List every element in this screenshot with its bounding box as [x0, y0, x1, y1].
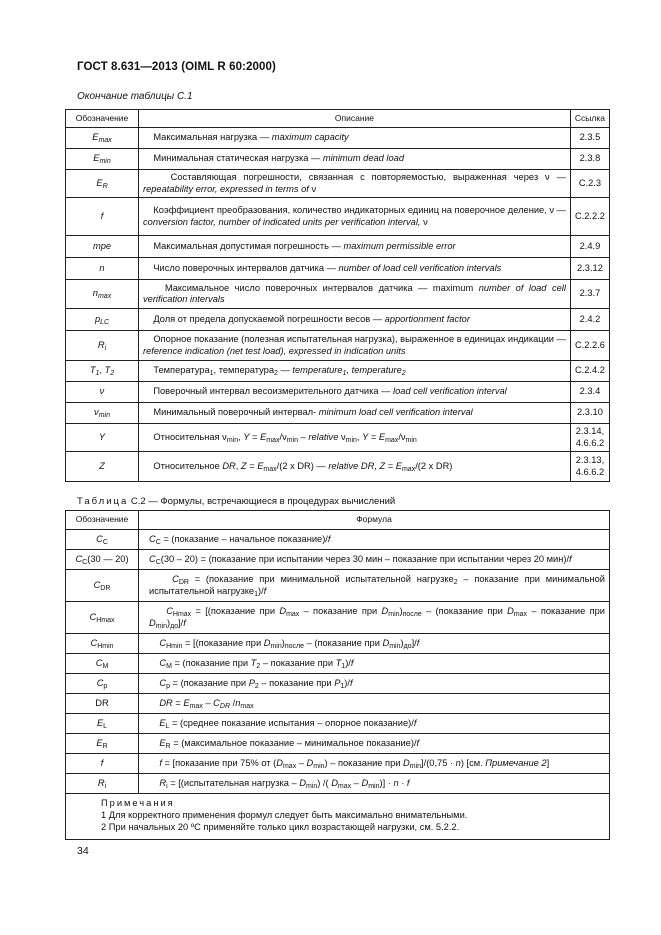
reference-cell: 2.3.8: [570, 149, 609, 170]
table-row: [66, 198, 610, 236]
table-row: [66, 634, 610, 654]
description-cell: Коэффициент преобразования, количество индикаторных единиц на поверочное деление, ν — conversion factor, number of indicated units per verification interval, ν: [139, 198, 571, 236]
table1-header-description: Описание: [139, 110, 571, 128]
formula-cell: $C_C(30 - 20)$ = (показание при испытании через 30 мин – показание при испытании через 20 мин)/f: [139, 550, 610, 570]
reference-cell: C.2.2.2: [570, 198, 609, 236]
table2-caption: Таблица С.2 — Формулы, встречающиеся в процедурах вычислений: [77, 496, 396, 507]
reference-cell: 2.3.10: [570, 403, 609, 424]
table-row: [66, 714, 610, 734]
formula-cell: $C_p$ = (показание при $P_2$ – показание при $P_1)/f$: [139, 674, 610, 694]
table-row: [66, 236, 610, 258]
table1: [65, 109, 610, 482]
symbol-cell: $E_{max}$: [66, 128, 139, 149]
table-row: [66, 774, 610, 794]
description-cell: Минимальная статическая нагрузка — minimum dead load: [139, 149, 571, 170]
table1-header-symbol: Обозначение: [66, 110, 139, 128]
notes-cell: [66, 794, 610, 840]
table-row: [66, 674, 610, 694]
table-row: [66, 170, 610, 198]
table-row: [66, 128, 610, 149]
symbol-cell: $C_{Hmax}$: [66, 602, 139, 634]
description-cell: Максимальная допустимая погрешность — maximum permissible error: [139, 236, 571, 258]
note-item: 2 При начальных 20 ºС применяйте только цикл возрастающей нагрузки, см. 5.2.2.: [101, 822, 460, 832]
symbol-cell: $C_C(30$ — 20): [66, 550, 139, 570]
reference-cell: C.2.2.6: [570, 331, 609, 361]
table-row: [66, 754, 610, 774]
symbol-cell: Z: [66, 452, 139, 482]
description-cell: Число поверочных интервалов датчика — number of load cell verification intervals: [139, 258, 571, 280]
table-row: [66, 602, 610, 634]
symbol-cell: ν: [66, 382, 139, 403]
reference-cell: 2.3.5: [570, 128, 609, 149]
symbol-cell: $C_M$: [66, 654, 139, 674]
symbol-cell: f: [66, 198, 139, 236]
formula-cell: f = [показание при 75% от $(D_{max} - D_{min})$ – показание при $D_{min}]/(0,75 \cdot n)$ [см. Примечание 2]: [139, 754, 610, 774]
reference-cell: 2.3.12: [570, 258, 609, 280]
table-row: [66, 280, 610, 309]
symbol-cell: $E_L$: [66, 714, 139, 734]
symbol-cell: $p_{LC}$: [66, 309, 139, 331]
table2-header-symbol: Обозначение: [66, 511, 139, 530]
table-row: [66, 694, 610, 714]
symbol-cell: mpe: [66, 236, 139, 258]
symbol-cell: $R_i$: [66, 774, 139, 794]
table-row: [66, 424, 610, 452]
formula-cell: $E_R$ = (максимальное показание – минимальное показание)/f: [139, 734, 610, 754]
symbol-cell: $R_i$: [66, 331, 139, 361]
formula-cell: $C_C$ = (показание – начальное показание)/f: [139, 530, 610, 550]
notes-row: [66, 794, 610, 840]
table-row: [66, 403, 610, 424]
symbol-cell: $n_{max}$: [66, 280, 139, 309]
description-cell: Минимальный поверочный интервал- minimum load cell verification interval: [139, 403, 571, 424]
symbol-cell: $\nu_{min}$: [66, 403, 139, 424]
description-cell: Поверочный интервал весоизмерительного датчика — load cell verification interval: [139, 382, 571, 403]
notes-title: Примечания: [101, 798, 175, 808]
note-item: 1 Для корректного применения формул следует быть максимально внимательными.: [101, 810, 468, 820]
table1-header-reference: Ссылка: [570, 110, 609, 128]
symbol-cell: DR: [66, 694, 139, 714]
table-row: [66, 550, 610, 570]
table2: [65, 510, 610, 840]
page-number: 34: [77, 845, 89, 857]
reference-cell: 2.3.4: [570, 382, 609, 403]
formula-cell: $C_{DR}$ = (показание при минимальной испытательной нагрузке$_2$ – показание при минимальной испытательной нагрузке$_1$)/f: [139, 570, 610, 602]
table-row: [66, 258, 610, 280]
description-cell: Относительная $\nu_{min}$, $Y = E_{max}/\nu_{min}$ – relative $\nu_{min}$, $Y = E_{max}/\nu_{min}$: [139, 424, 571, 452]
reference-cell: C.2.3: [570, 170, 609, 198]
symbol-cell: $E_R$: [66, 170, 139, 198]
description-cell: Максимальная нагрузка — maximum capacity: [139, 128, 571, 149]
formula-cell: $R_i$ = [(испытательная нагрузка – $D_{min}$) /( $D_{max} - D_{min})] \cdot n \cdot f$: [139, 774, 610, 794]
description-cell: Относительное DR, $Z = E_{max}/(2$ x DR) — relative DR, $Z = E_{max}/(2$ x DR): [139, 452, 571, 482]
formula-cell: $C_M$ = (показание при $T_2$ – показание при $T_1)/f$: [139, 654, 610, 674]
description-cell: Доля от предела допускаемой погрешности весов — apportionment factor: [139, 309, 571, 331]
symbol-cell: $E_{min}$: [66, 149, 139, 170]
table-row: [66, 309, 610, 331]
reference-cell: 2.4.9: [570, 236, 609, 258]
formula-cell: DR = $E_{max} - C_{DR}$ $/n_{max}$: [139, 694, 610, 714]
table-row: [66, 382, 610, 403]
symbol-cell: $C_C$: [66, 530, 139, 550]
table-row: [66, 570, 610, 602]
description-cell: Опорное показание (полезная испытательная нагрузка), выраженное в единицах индикации — reference indication (net test load), expressed in indication units: [139, 331, 571, 361]
table2-header-formula: Формула: [139, 511, 610, 530]
formula-cell: $C_{Hmin}$ = [(показание при $D_{min})_{после}$ – (показание при $D_{min})_{до}]/f$: [139, 634, 610, 654]
symbol-cell: f: [66, 754, 139, 774]
symbol-cell: $C_{Hmin}$: [66, 634, 139, 654]
reference-cell: 2.3.7: [570, 280, 609, 309]
table-row: [66, 452, 610, 482]
table-row: [66, 361, 610, 382]
reference-cell: 2.3.13, 4.6.6.2: [570, 452, 609, 482]
formula-cell: $E_L$ = (среднее показание испытания – опорное показание)/f: [139, 714, 610, 734]
table-row: [66, 734, 610, 754]
table-row: [66, 331, 610, 361]
reference-cell: 2.3.14, 4.6.6.2: [570, 424, 609, 452]
reference-cell: C.2.4.2: [570, 361, 609, 382]
description-cell: Максимальное число поверочных интервалов датчика — maximum number of load cell verification intervals: [139, 280, 571, 309]
symbol-cell: n: [66, 258, 139, 280]
table-row: [66, 530, 610, 550]
symbol-cell: $E_R$: [66, 734, 139, 754]
table-row: [66, 149, 610, 170]
reference-cell: 2.4.2: [570, 309, 609, 331]
symbol-cell: $C_p$: [66, 674, 139, 694]
document-header: ГОСТ 8.631—2013 (OIML R 60:2000): [77, 61, 276, 73]
table-row: [66, 654, 610, 674]
table1-caption: Окончание таблицы С.1: [77, 91, 193, 102]
description-cell: Составляющая погрешности, связанная с повторяемостью, выраженная через ν — repeatability error, expressed in terms of ν: [139, 170, 571, 198]
symbol-cell: Y: [66, 424, 139, 452]
formula-cell: $C_{Hmax}$ = [(показание при $D_{max}$ – показание при $D_{min})_{после}$ – (показание при $D_{max}$ – показание при $D_{min})_{до}]/f$: [139, 602, 610, 634]
description-cell: Температура$_1$, температура$_2$ — temperature$_1$, temperature$_2$: [139, 361, 571, 382]
symbol-cell: $T_1$, $T_2$: [66, 361, 139, 382]
symbol-cell: $C_{DR}$: [66, 570, 139, 602]
